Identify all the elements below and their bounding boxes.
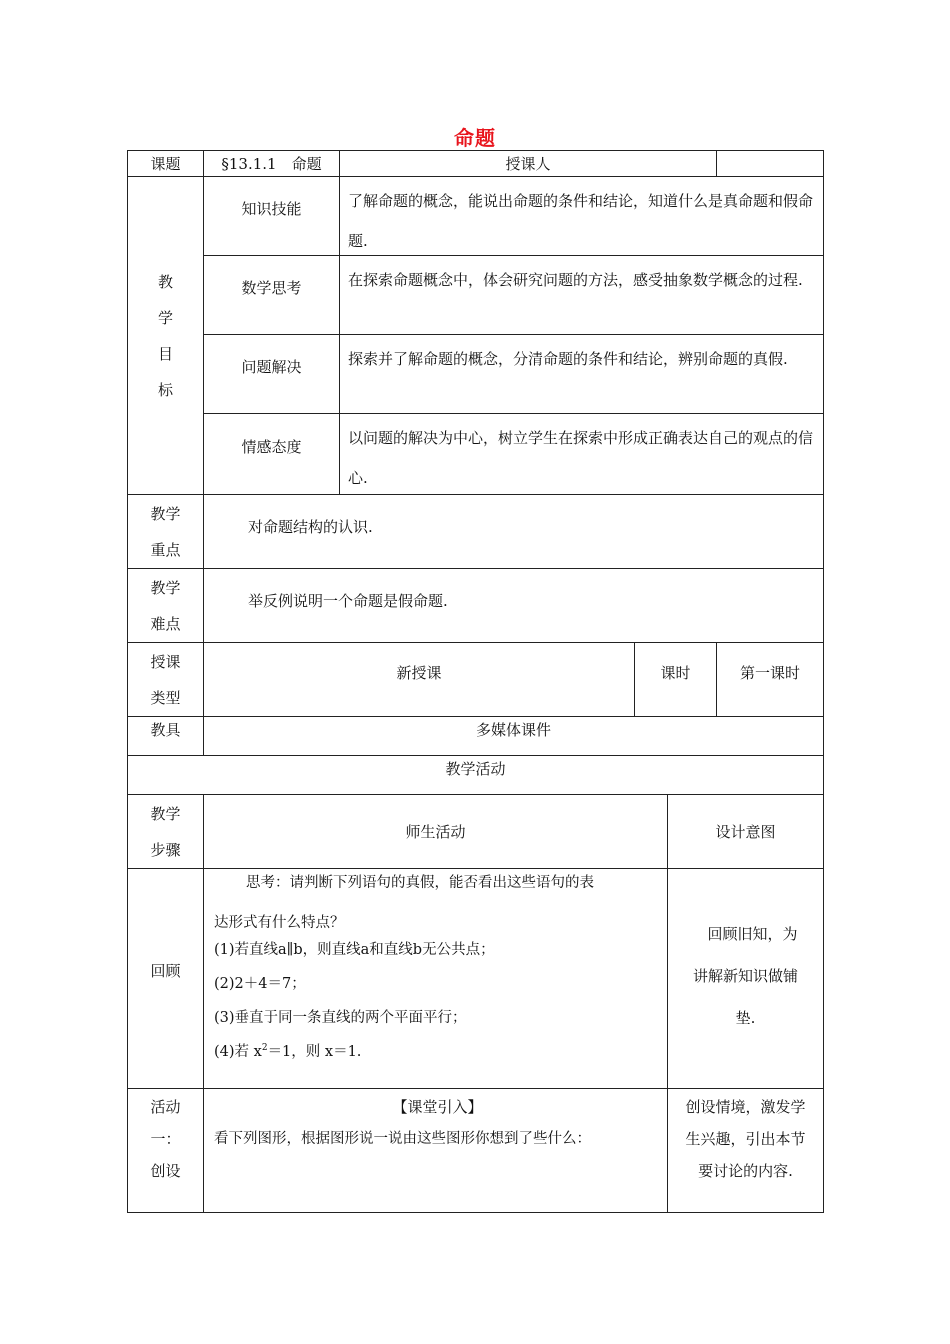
objectives-label-char: 教 <box>157 272 173 291</box>
review-intro-line: 达形式有什么特点？ <box>214 915 345 931</box>
review-intent-line: 讲解新知识做铺 <box>692 967 798 985</box>
difficulty-label-line: 教学 <box>150 578 181 597</box>
focus-label-line: 重点 <box>150 540 181 559</box>
objective-name-cell: 数学思考 <box>203 255 340 335</box>
review-item: (3)垂直于同一条直线的两个平面平行； <box>214 1010 467 1026</box>
tools-label-cell: 教具 <box>127 716 204 756</box>
activity1-step-line: 一： <box>150 1130 181 1148</box>
superscript-two: 2 <box>261 1043 268 1053</box>
activity-header-cell: 师生活动 <box>203 794 668 869</box>
difficulty-label-line: 难点 <box>150 614 181 633</box>
intent-header-cell: 设计意图 <box>667 794 824 869</box>
focus-label-line: 教学 <box>150 504 181 523</box>
review-item4-pre: (4)若 x <box>214 1044 262 1060</box>
review-step-cell: 回顾 <box>127 868 204 1089</box>
objective-text-cell: 了解命题的概念，能说出命题的条件和结论，知道什么是真命题和假命题. <box>339 176 824 256</box>
period-label-cell: 课时 <box>634 642 717 717</box>
review-item: (2)2＋4＝7； <box>214 976 306 992</box>
lesson-type-label-line: 类型 <box>150 688 181 707</box>
objective-name-cell: 情感态度 <box>203 413 340 495</box>
lesson-type-label-line: 授课 <box>150 652 181 671</box>
period-cell: 第一课时 <box>716 642 824 717</box>
activity1-intent-line: 要讨论的内容. <box>698 1162 793 1180</box>
step-header-cell <box>127 794 204 869</box>
objectives-label-char: 学 <box>157 308 173 327</box>
step-header-line: 步骤 <box>150 840 181 859</box>
objective-text-cell: 在探索命题概念中，体会研究问题的方法，感受抽象数学概念的过程. <box>339 255 824 335</box>
activity1-activity-cell <box>203 1088 668 1213</box>
teacher-label-cell: 授课人 <box>339 150 717 177</box>
objective-name-cell: 问题解决 <box>203 334 340 414</box>
activity1-intent-cell <box>667 1088 824 1213</box>
tools-cell: 多媒体课件 <box>203 716 824 756</box>
objectives-label-cell <box>127 176 204 495</box>
activity1-step-line: 创设 <box>150 1162 181 1180</box>
activities-heading-cell: 教学活动 <box>127 755 824 795</box>
objective-text-cell: 探索并了解命题的概念，分清命题的条件和结论，辨别命题的真假. <box>339 334 824 414</box>
objective-name-cell: 知识技能 <box>203 176 340 256</box>
activity1-intent-line: 生兴趣，引出本节 <box>685 1130 806 1148</box>
step-header-line: 教学 <box>150 804 181 823</box>
review-item <box>214 1035 661 1069</box>
review-intent-cell <box>667 868 824 1089</box>
activity1-intent-line: 创设情境，激发学 <box>685 1098 806 1116</box>
topic-cell: §13.1.1 命题 <box>203 150 340 177</box>
activity1-text: 看下列图形，根据图形说一说由这些图形你想到了些什么： <box>214 1131 591 1147</box>
focus-text-cell <box>203 494 824 569</box>
review-activity-cell <box>203 868 668 1089</box>
lesson-type-cell: 新授课 <box>203 642 635 717</box>
objectives-label-char: 目 <box>157 344 173 363</box>
review-item: (1)若直线a∥b，则直线a和直线b无公共点； <box>214 942 495 958</box>
focus-text: 对命题结构的认识. <box>248 517 373 536</box>
focus-label-cell <box>127 494 204 569</box>
review-item4-post: ＝1，则 x＝1. <box>267 1044 362 1060</box>
lesson-type-label-cell <box>127 642 204 717</box>
page-title: 命题 <box>454 126 496 150</box>
difficulty-text: 举反例说明一个命题是假命题. <box>248 591 448 610</box>
objective-text-cell: 以问题的解决为中心，树立学生在探索中形成正确表达自己的观点的信心. <box>339 413 824 495</box>
review-intent-line: 回顾旧知，为 <box>707 925 798 943</box>
objectives-label-char: 标 <box>157 380 173 399</box>
difficulty-label-cell <box>127 568 204 643</box>
review-intent-line: 垫. <box>735 1009 756 1027</box>
topic-label-cell: 课题 <box>127 150 204 177</box>
difficulty-text-cell <box>203 568 824 643</box>
activity1-step-cell <box>127 1088 204 1213</box>
review-intro-line: 思考：请判断下列语句的真假，能否看出这些语句的表 <box>246 875 594 891</box>
activity1-step-line: 活动 <box>150 1098 181 1116</box>
teacher-cell <box>716 150 824 177</box>
classroom-intro-heading: 【课堂引入】 <box>392 1098 483 1116</box>
